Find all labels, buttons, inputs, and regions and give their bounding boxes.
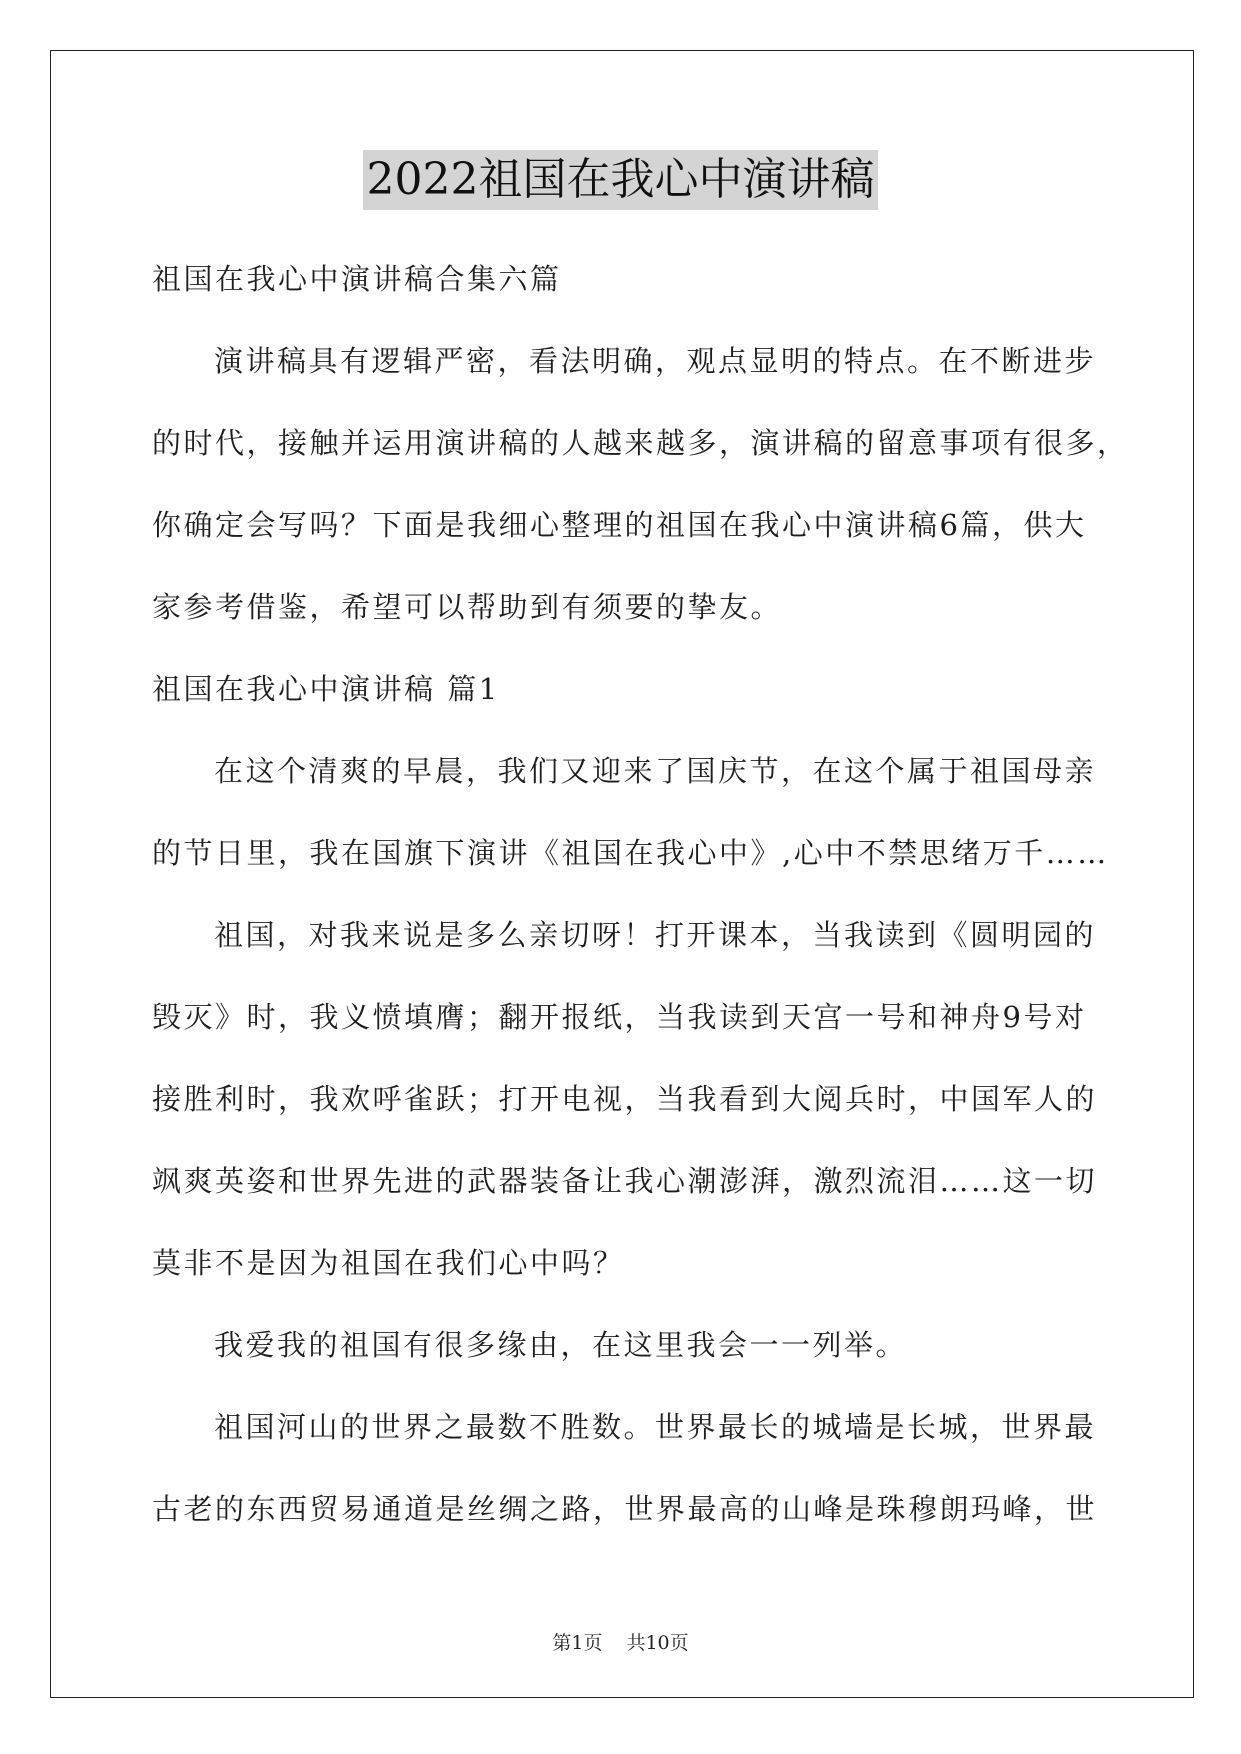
subtitle-line: 祖国在我心中演讲稿合集六篇 (152, 262, 562, 296)
paragraph-line: 祖国，对我来说是多么亲切呀！打开课本，当我读到《圆明园的 (214, 918, 1097, 952)
paragraph-line: 莫非不是因为祖国在我们心中吗？ (152, 1246, 625, 1280)
title-container (0, 150, 1241, 210)
paragraph-line: 的时代，接触并运用演讲稿的人越来越多，演讲稿的留意事项有很多， (152, 426, 1129, 460)
paragraph-line: 古老的东西贸易通道是丝绸之路，世界最高的山峰是珠穆朗玛峰，世 (152, 1492, 1098, 1526)
page-footer (0, 1628, 1241, 1655)
document-body (152, 238, 1129, 1550)
paragraph-line: 家参考借鉴，希望可以帮助到有须要的挚友。 (152, 590, 783, 624)
paragraph-line: 毁灭》时，我义愤填膺；翻开报纸，当我读到天宫一号和神舟9号对 (152, 1000, 1087, 1034)
page-total: 共10页 (626, 1632, 689, 1654)
section-heading: 祖国在我心中演讲稿 篇1 (152, 672, 500, 706)
paragraph-line: 我爱我的祖国有很多缘由，在这里我会一一列举。 (214, 1328, 908, 1362)
paragraph-line: 飒爽英姿和世界先进的武器装备让我心潮澎湃，激烈流泪……这一切 (152, 1164, 1098, 1198)
paragraph-line: 接胜利时，我欢呼雀跃；打开电视，当我看到大阅兵时，中国军人的 (152, 1082, 1098, 1116)
paragraph-line: 你确定会写吗？下面是我细心整理的祖国在我心中演讲稿6篇，供大 (152, 508, 1087, 542)
paragraph-line: 的节日里，我在国旗下演讲《祖国在我心中》,心中不禁思绪万千…… (152, 836, 1109, 870)
paragraph-line: 在这个清爽的早晨，我们又迎来了国庆节，在这个属于祖国母亲 (214, 754, 1097, 788)
paragraph-line: 演讲稿具有逻辑严密，看法明确，观点显明的特点。在不断进步 (214, 344, 1097, 378)
paragraph-line: 祖国河山的世界之最数不胜数。世界最长的城墙是长城，世界最 (214, 1410, 1097, 1444)
page-number: 第1页 (552, 1632, 603, 1654)
document-title: 2022祖国在我心中演讲稿 (363, 150, 879, 210)
